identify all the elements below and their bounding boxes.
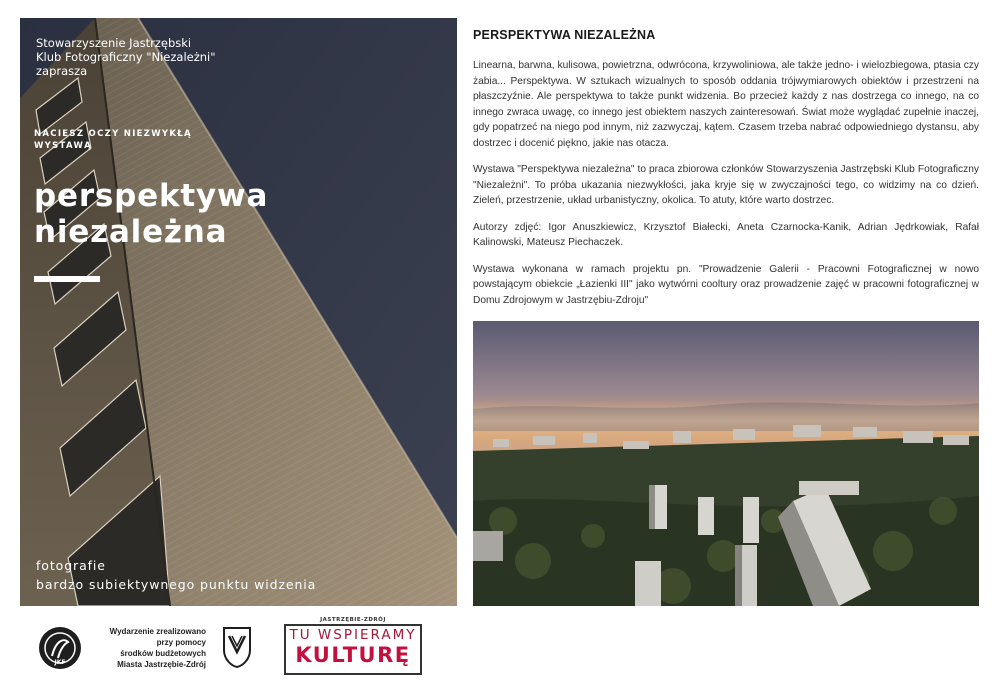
culture-support-badge [282, 617, 424, 675]
jkf-logo-text: JKF [54, 659, 66, 666]
article-paragraph: Wystawa wykonana w ramach projektu pn. "Prowadzenie Galerii - Pracowni Fotograficznej w nowo powstającym obiekcie „Łazienki III" jako wytwórni cooltury oraz prowadzenie zajęć w pracowni fotograficznej w Domu Zdrojowym w Jastrzębiu-Zdroju" [473, 263, 979, 306]
sponsor-note [100, 626, 206, 670]
subtitle-line: bardzo subiektywnego punktu widzenia [36, 577, 317, 592]
sponsor-line: Wydarzenie zrealizowano [109, 627, 206, 636]
invite-line: WYSTAWĄ [34, 141, 93, 151]
article [473, 28, 979, 319]
culture-badge-line1: TU WSPIERAMY [289, 627, 417, 643]
sponsor-line: przy pomocy [156, 638, 206, 647]
title-underline-bar [34, 276, 100, 282]
culture-badge-city: JASTRZĘBIE-ZDRÓJ [320, 617, 386, 623]
aerial-city-photo [473, 321, 979, 606]
building-photo [20, 18, 457, 606]
invite-line: NACIESZ OCZY NIEZWYKŁĄ [34, 129, 192, 139]
invite-tagline [34, 128, 192, 152]
article-paragraph: Linearna, barwna, kulisowa, powietrzna, odwrócona, krzywoliniowa, ale także jedno- i wielozbiegowa, ptasia czy żabia... Perspektywa. W sztukach wizualnych to sposób oddania trójwymiarowych obiektów i przestrzeni na płaszczyźnie. Ale perspektywa to także punkt widzenia. Bo przecież każdy z nas dostrzega co innego, na co innego zwraca uwagę, co innego jest obiektem naszych zainteresowań. Świat może wyglądać zupełnie inaczej, gdy popatrzeć na niego pod innym, niż zazwyczaj, kątem. Czasem trzeba nabrać odpowiedniego dystansu, aby dostrzec i docenić piękno, jakie nas otacza. [473, 60, 979, 149]
article-paragraph: Wystawa "Perspektywa niezależna" to praca zbiorowa członków Stowarzyszenia Jastrzębski Klub Fotograficzny "Niezależni". To próba ukazania niezwykłości, jaka kryje się w zwyczajności tego, co widzimy na co dzień. Zieleń, przestrzenie, układ urbanistyczny, okolica. To atuty, które warto dostrzec. [473, 164, 979, 206]
poster-subtitle [36, 556, 316, 594]
organizer-line: Stowarzyszenie Jastrzębski [36, 36, 192, 50]
sponsor-line: środków budżetowych [120, 649, 206, 658]
poster-title [34, 178, 268, 250]
jkf-club-logo [38, 626, 82, 670]
city-crest-logo [222, 626, 252, 668]
organizer-text [36, 36, 216, 78]
exhibition-poster [20, 18, 457, 606]
title-line: niezależna [34, 214, 228, 250]
culture-badge-line2: KULTURĘ [295, 643, 411, 667]
organizer-line: zaprasza [36, 64, 88, 78]
article-heading: PERSPEKTYWA NIEZALEŻNA [473, 28, 656, 42]
title-line: perspektywa [34, 178, 269, 214]
article-paragraph: Autorzy zdjęć: Igor Anuszkiewicz, Krzysztof Białecki, Aneta Czarnocka-Kanik, Adrian Jędrkowiak, Rafał Kalinowski, Mateusz Piechaczek. [473, 221, 979, 248]
organizer-line: Klub Fotograficzny "Niezależni" [36, 50, 216, 64]
sponsor-line: Miasta Jastrzębie-Zdrój [117, 660, 206, 669]
subtitle-line: fotografie [36, 558, 106, 573]
